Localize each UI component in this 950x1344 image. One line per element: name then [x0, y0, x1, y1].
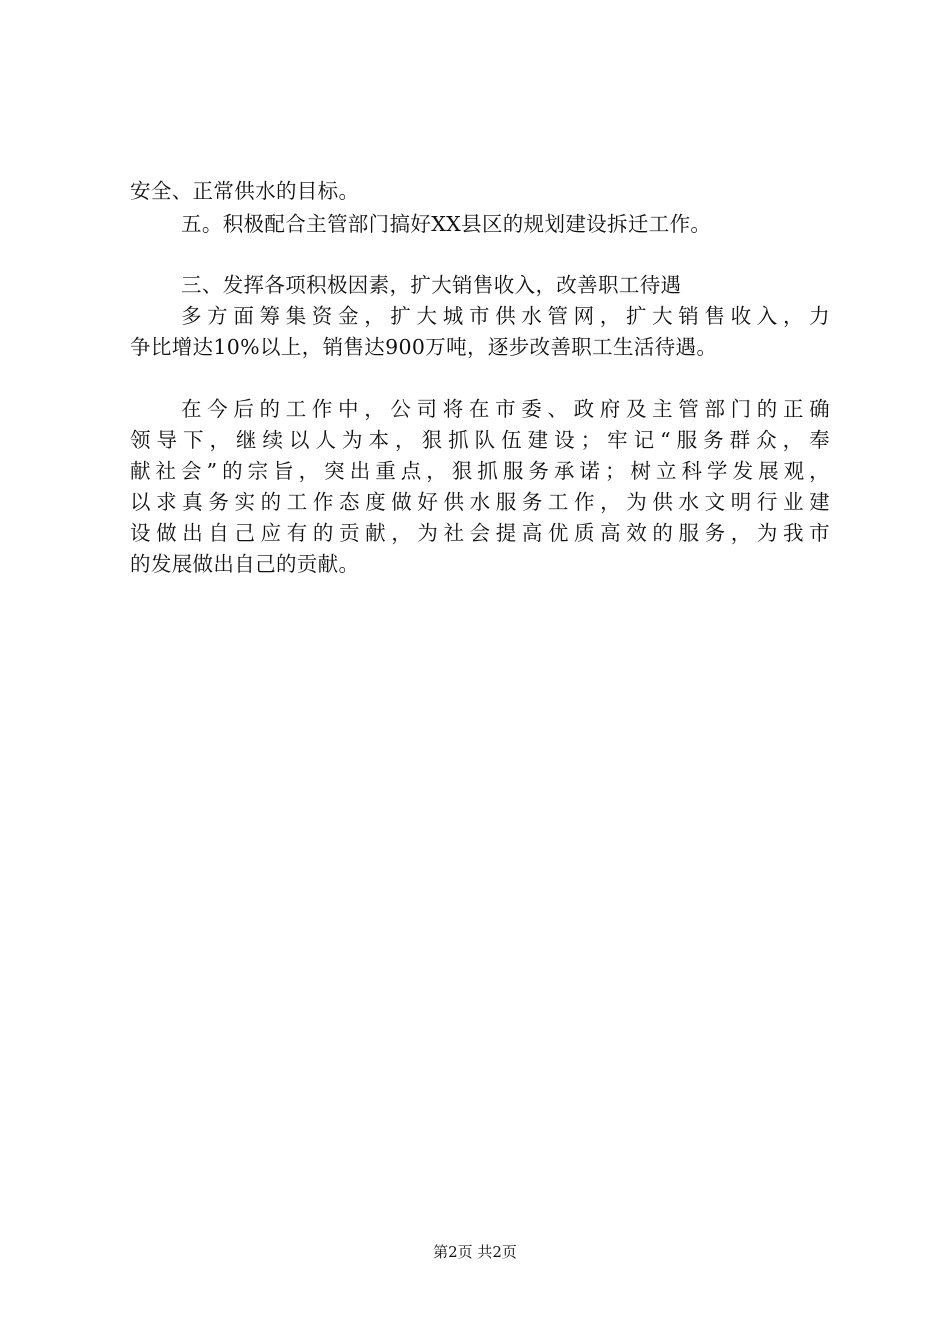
text-line-3: 多方面筹集资金，扩大城市供水管网，扩大销售收入，力: [181, 304, 830, 328]
section-heading: 三、发挥各项积极因素，扩大销售收入，改善职工待遇: [181, 273, 682, 297]
text-line-4: 争比增达10%以上，销售达900万吨，逐步改善职工生活待遇。: [130, 335, 718, 359]
text-line-1: 安全、正常供水的目标。: [130, 179, 360, 203]
text-line-5: 在今后的工作中，公司将在市委、政府及主管部门的正确: [181, 397, 830, 421]
text-line-8: 以求真务实的工作态度做好供水服务工作，为供水文明行业建: [130, 490, 830, 514]
text-line-2: 五。积极配合主管部门搞好XX县区的规划建设拆迁工作。: [181, 212, 712, 236]
page-number-footer: 第2页 共2页: [433, 1243, 517, 1261]
text-line-7: 献社会”的宗旨，突出重点，狠抓服务承诺；树立科学发展观，: [130, 459, 830, 483]
text-line-9: 设做出自己应有的贡献，为社会提高优质高效的服务，为我市: [130, 521, 830, 545]
text-line-10: 的发展做出自己的贡献。: [130, 552, 360, 576]
text-line-6: 领导下，继续以人为本，狠抓队伍建设；牢记“服务群众，奉: [130, 428, 830, 452]
